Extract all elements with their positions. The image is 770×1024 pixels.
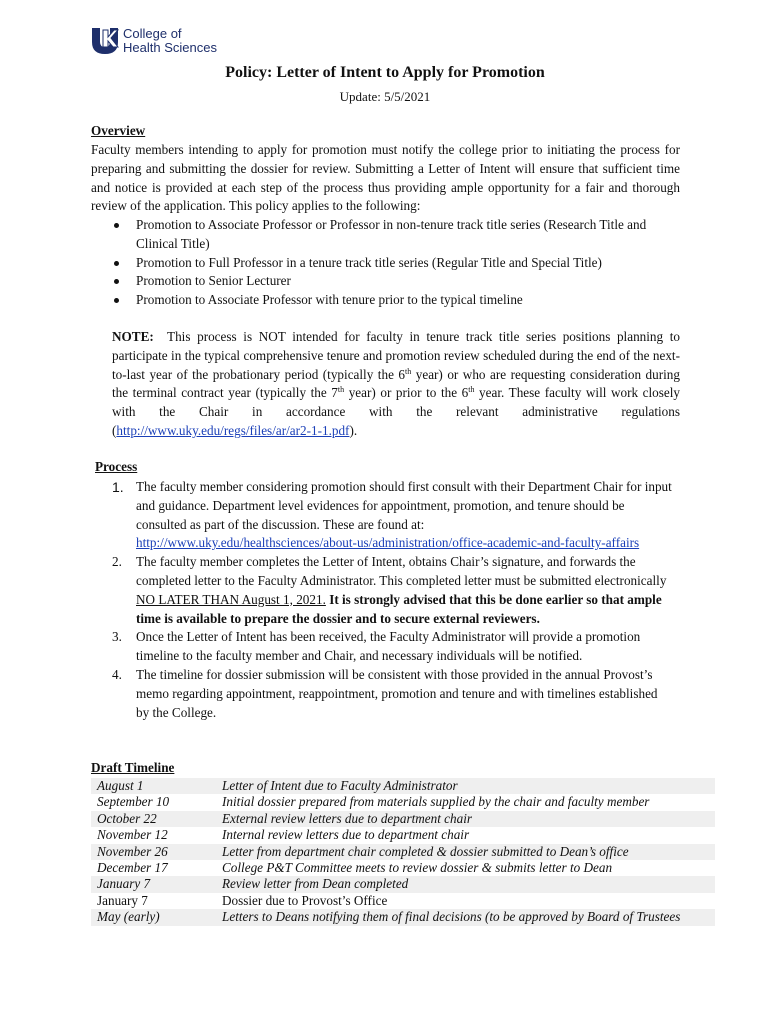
process-heading: Process: [95, 459, 138, 474]
timeline-date: January 7: [91, 876, 216, 892]
table-row: [91, 794, 715, 810]
list-item: Promotion to Associate Professor or Professor in non-tenure track title series (Research Title and Clinical Title): [112, 216, 682, 254]
timeline-date: December 17: [97, 860, 168, 876]
applies-to-list: [112, 216, 682, 310]
step-text: Once the Letter of Intent has been received, the Faculty Administrator will provide a promotion timeline to the faculty member and Chair, and necessary individuals will be notified.: [136, 629, 641, 664]
step-number: 3.: [112, 629, 122, 645]
college-logo: [91, 25, 217, 57]
list-item: Promotion to Full Professor in a tenure track title series (Regular Title and Special Title): [112, 254, 682, 273]
step-number: 1.: [112, 479, 124, 495]
advice-text: It is strongly advised that this be done earlier so that ample time is available to prepare the dossier and to secure external reviewers.: [136, 591, 662, 626]
logo-line-1: College of: [123, 26, 182, 41]
step-text: The faculty member considering promotion should first consult with their Department Chair for input and guidance. Department level evidences for appointment, promotion, and tenure should be consulted as part of the discussion. These are found at:: [136, 479, 672, 532]
timeline-date: November 12: [97, 827, 168, 843]
table-row: [91, 893, 715, 909]
step-number: 2.: [112, 554, 122, 570]
note-text-5: ).: [349, 422, 358, 438]
list-item: Promotion to Associate Professor with tenure prior to the typical timeline: [112, 291, 682, 310]
process-steps: [112, 478, 672, 722]
note-text-2: year) or who are requesting consideration during the terminal contract year (typically the 7: [112, 366, 680, 401]
timeline-date: January 7: [97, 892, 148, 908]
timeline-date: November 26: [91, 844, 216, 860]
table-row: [91, 844, 715, 860]
faculty-affairs-link[interactable]: http://www.uky.edu/healthsciences/about-us/administration/office-academic-and-faculty-affairs: [136, 535, 640, 551]
timeline-event: Letter from department chair completed & dossier submitted to Dean’s office: [216, 844, 715, 860]
note-text-4: year. These faculty will work closely with the Chair in accordance with the relevant administrative regulations (: [112, 385, 680, 438]
note-sup-1: th: [405, 366, 412, 376]
note-text-1: This process is NOT intended for faculty in tenure track title series positions planning to participate in the typical comprehensive tenure and promotion review scheduled during the end of the next-to-last year of the probationary period (typically the 6: [112, 329, 680, 382]
logo-line-2: Health Sciences: [123, 40, 217, 55]
deadline-text: NO LATER THAN August 1, 2021.: [136, 591, 326, 607]
note-sup-3: th: [468, 385, 475, 395]
step-text: The faculty member completes the Letter of Intent, obtains Chair’s signature, and forwards the completed letter to the Faculty Administrator. This completed letter must be submitted electronically: [136, 554, 667, 588]
timeline-date: August 1: [91, 778, 216, 794]
timeline-event: Initial dossier prepared from materials supplied by the chair and faculty member: [222, 794, 650, 810]
process-step-2: [112, 553, 672, 628]
timeline-date: September 10: [97, 794, 170, 810]
timeline-event: Review letter from Dean completed: [216, 876, 715, 892]
timeline-table: [91, 778, 715, 926]
page-title: Policy: Letter of Intent to Apply for Promotion: [225, 64, 545, 81]
table-row: [91, 876, 715, 892]
overview-heading: Overview: [91, 123, 146, 138]
table-row: [91, 811, 715, 827]
process-step-1: [112, 478, 672, 553]
note-label: NOTE:: [112, 329, 154, 344]
table-row: [91, 827, 715, 843]
process-step-4: [112, 666, 672, 722]
regulations-link[interactable]: http://www.uky.edu/regs/files/ar/ar2-1-1.pdf: [116, 422, 350, 438]
timeline-event: Letters to Deans notifying them of final decisions (to be approved by Board of Trustees: [216, 909, 715, 925]
list-item: Promotion to Senior Lecturer: [112, 272, 682, 291]
note-sup-2: th: [337, 385, 345, 395]
timeline-date: May (early): [91, 909, 216, 925]
timeline-event: College P&T Committee meets to review dossier & submits letter to Dean: [222, 860, 613, 876]
logo-text: [123, 27, 217, 55]
step-number: 4.: [112, 666, 122, 682]
timeline-event: Internal review letters due to department chair: [222, 827, 470, 843]
uk-logo-icon: [91, 26, 119, 56]
step-text: The timeline for dossier submission will be consistent with those provided in the annual Provost’s memo regarding appointment, reappointment, promotion and tenure and with timelines established by the College.: [136, 666, 658, 720]
timeline-date: October 22: [91, 811, 216, 827]
update-date: Update: 5/5/2021: [339, 89, 431, 104]
timeline-event: External review letters due to department chair: [216, 811, 715, 827]
table-row: [91, 860, 715, 876]
table-row: [91, 778, 715, 794]
table-row: [91, 909, 715, 925]
process-step-3: [112, 628, 672, 666]
timeline-event: Dossier due to Provost’s Office: [222, 892, 388, 908]
note-text-3: year) or prior to the 6: [344, 385, 469, 401]
timeline-event: Letter of Intent due to Faculty Administrator: [216, 778, 715, 794]
timeline-heading: Draft Timeline: [91, 760, 175, 775]
overview-paragraph: Faculty members intending to apply for promotion must notify the college prior to initiating the process for preparing and submitting the dossier for review. Submitting a Letter of Intent will ensure that sufficient time and notice is provided at each step of the process thus providing ample opportunity for a fair and thorough review of the application. This policy applies to the following:: [91, 142, 680, 214]
note-paragraph: [112, 328, 680, 441]
